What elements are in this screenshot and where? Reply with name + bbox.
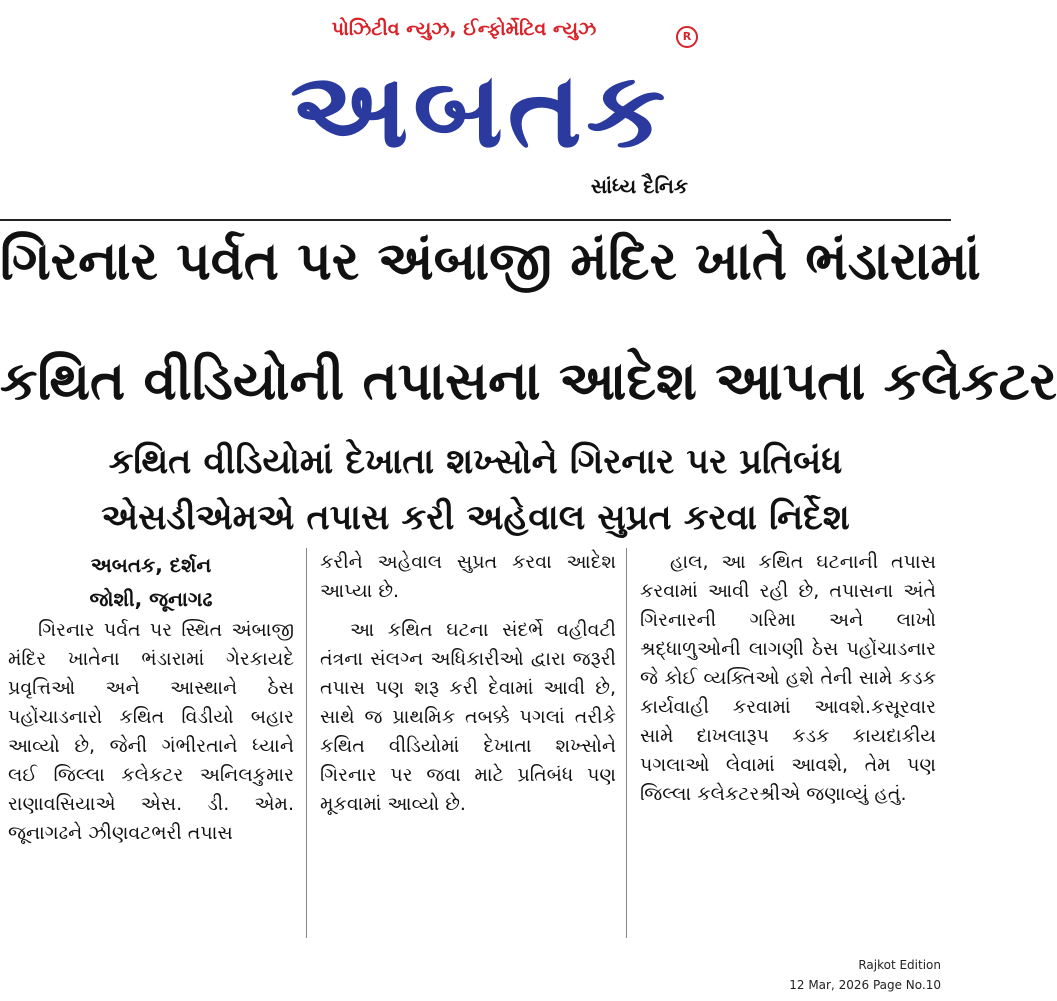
article-column-1	[8, 548, 294, 848]
byline-line-2: જોશી, જૂનાગઢ	[89, 587, 213, 611]
masthead	[250, 14, 710, 210]
article-col1-text: ગિરનાર પર્વત પર સ્થિત અંબાજી મંદિર ખાતેના ભંડારામાં ગેરકાયદે પ્રવૃત્તિઓ અને આસ્થાને ઠેસ પહોંચાડનારો કથિત વિડીયો બહાર આવ્યો છે, જેની ગંભીરતાને ધ્યાને લઈ જિલ્લા કલેકટર અનિલકુમાર રાણાવસિયાએ એસ. ડી. એમ. જૂનાગઢને ઝીણવટભરી તપાસ	[8, 619, 294, 844]
article-col3-text: હાલ, આ કથિત ઘટનાની તપાસ કરવામાં આવી રહી છે, તપાસના અંતે ગિરનારની ગરિમા અને લાખો શ્રદ્ધાળુઓની લાગણી ઠેસ પહોંચાડનાર જે કોઈ વ્યક્તિઓ હશે તેની સામે કડક કાર્યવાહી કરવામાં આવશે.કસૂરવાર સામે દાખલારૂપ કડક કાયદાકીય પગલાઓ લેવામાં આવશે, તેમ પણ જિલ્લા કલેકટરશ્રીએ જણાવ્યું હતું.	[640, 551, 936, 805]
article-col2-paragraph-2: આ કથિત ઘટના સંદર્ભે વહીવટી તંત્રના સંલગ્ન અધિકારીઓ દ્વારા જરૂરી તપાસ પણ શરૂ કરી દેવામાં આવી છે, સાથે જ પ્રાથમિક તબક્કે પગલાં તરીકે કથિત વીડિયોમાં દેખાતા શખ્સોને ગિરનાર પર જવા માટે પ્રતિબંધ પણ મૂકવામાં આવ્યો છે.	[320, 619, 616, 815]
masthead-tagline: પોઝિટીવ ન્યુઝ, ઈન્ફોર્મેટિવ ન્યુઝ	[331, 18, 597, 40]
article-column-3	[640, 548, 936, 809]
subheadline-line-1: કથિત વીડિયોમાં દેખાતા શખ્સોને ગિરનાર પર પ્રતિબંધ	[108, 442, 843, 482]
masthead-divider	[0, 219, 951, 221]
article-col2-paragraph-1: કરીને અહેવાલ સુપ્રત કરવા આદેશ આપ્યા છે.	[320, 551, 616, 602]
masthead-subtitle: સાંધ્ય દૈનિક	[590, 174, 688, 198]
footer-edition: Rajkot Edition	[858, 958, 941, 972]
article-column-2	[320, 548, 616, 819]
subheadline-line-2: એસડીએમએ તપાસ કરી અહેવાલ સુપ્રત કરવા નિર્દેશ	[101, 498, 850, 538]
registered-mark: R	[676, 26, 698, 48]
column-divider-1	[306, 548, 307, 938]
headline-line-1: ગિરનાર પર્વત પર અંબાજી મંદિર ખાતે ભંડારામાં	[0, 231, 981, 292]
footer-date-page: 12 Mar, 2026 Page No.10	[789, 978, 941, 992]
byline-line-1: અબતક, દર્શન	[90, 553, 212, 577]
column-divider-2	[626, 548, 627, 938]
headline-line-2: કથિત વીડિયોની તપાસના આદેશ આપતા કલેકટર	[0, 351, 1057, 412]
newspaper-logo: અબતક	[290, 49, 670, 171]
